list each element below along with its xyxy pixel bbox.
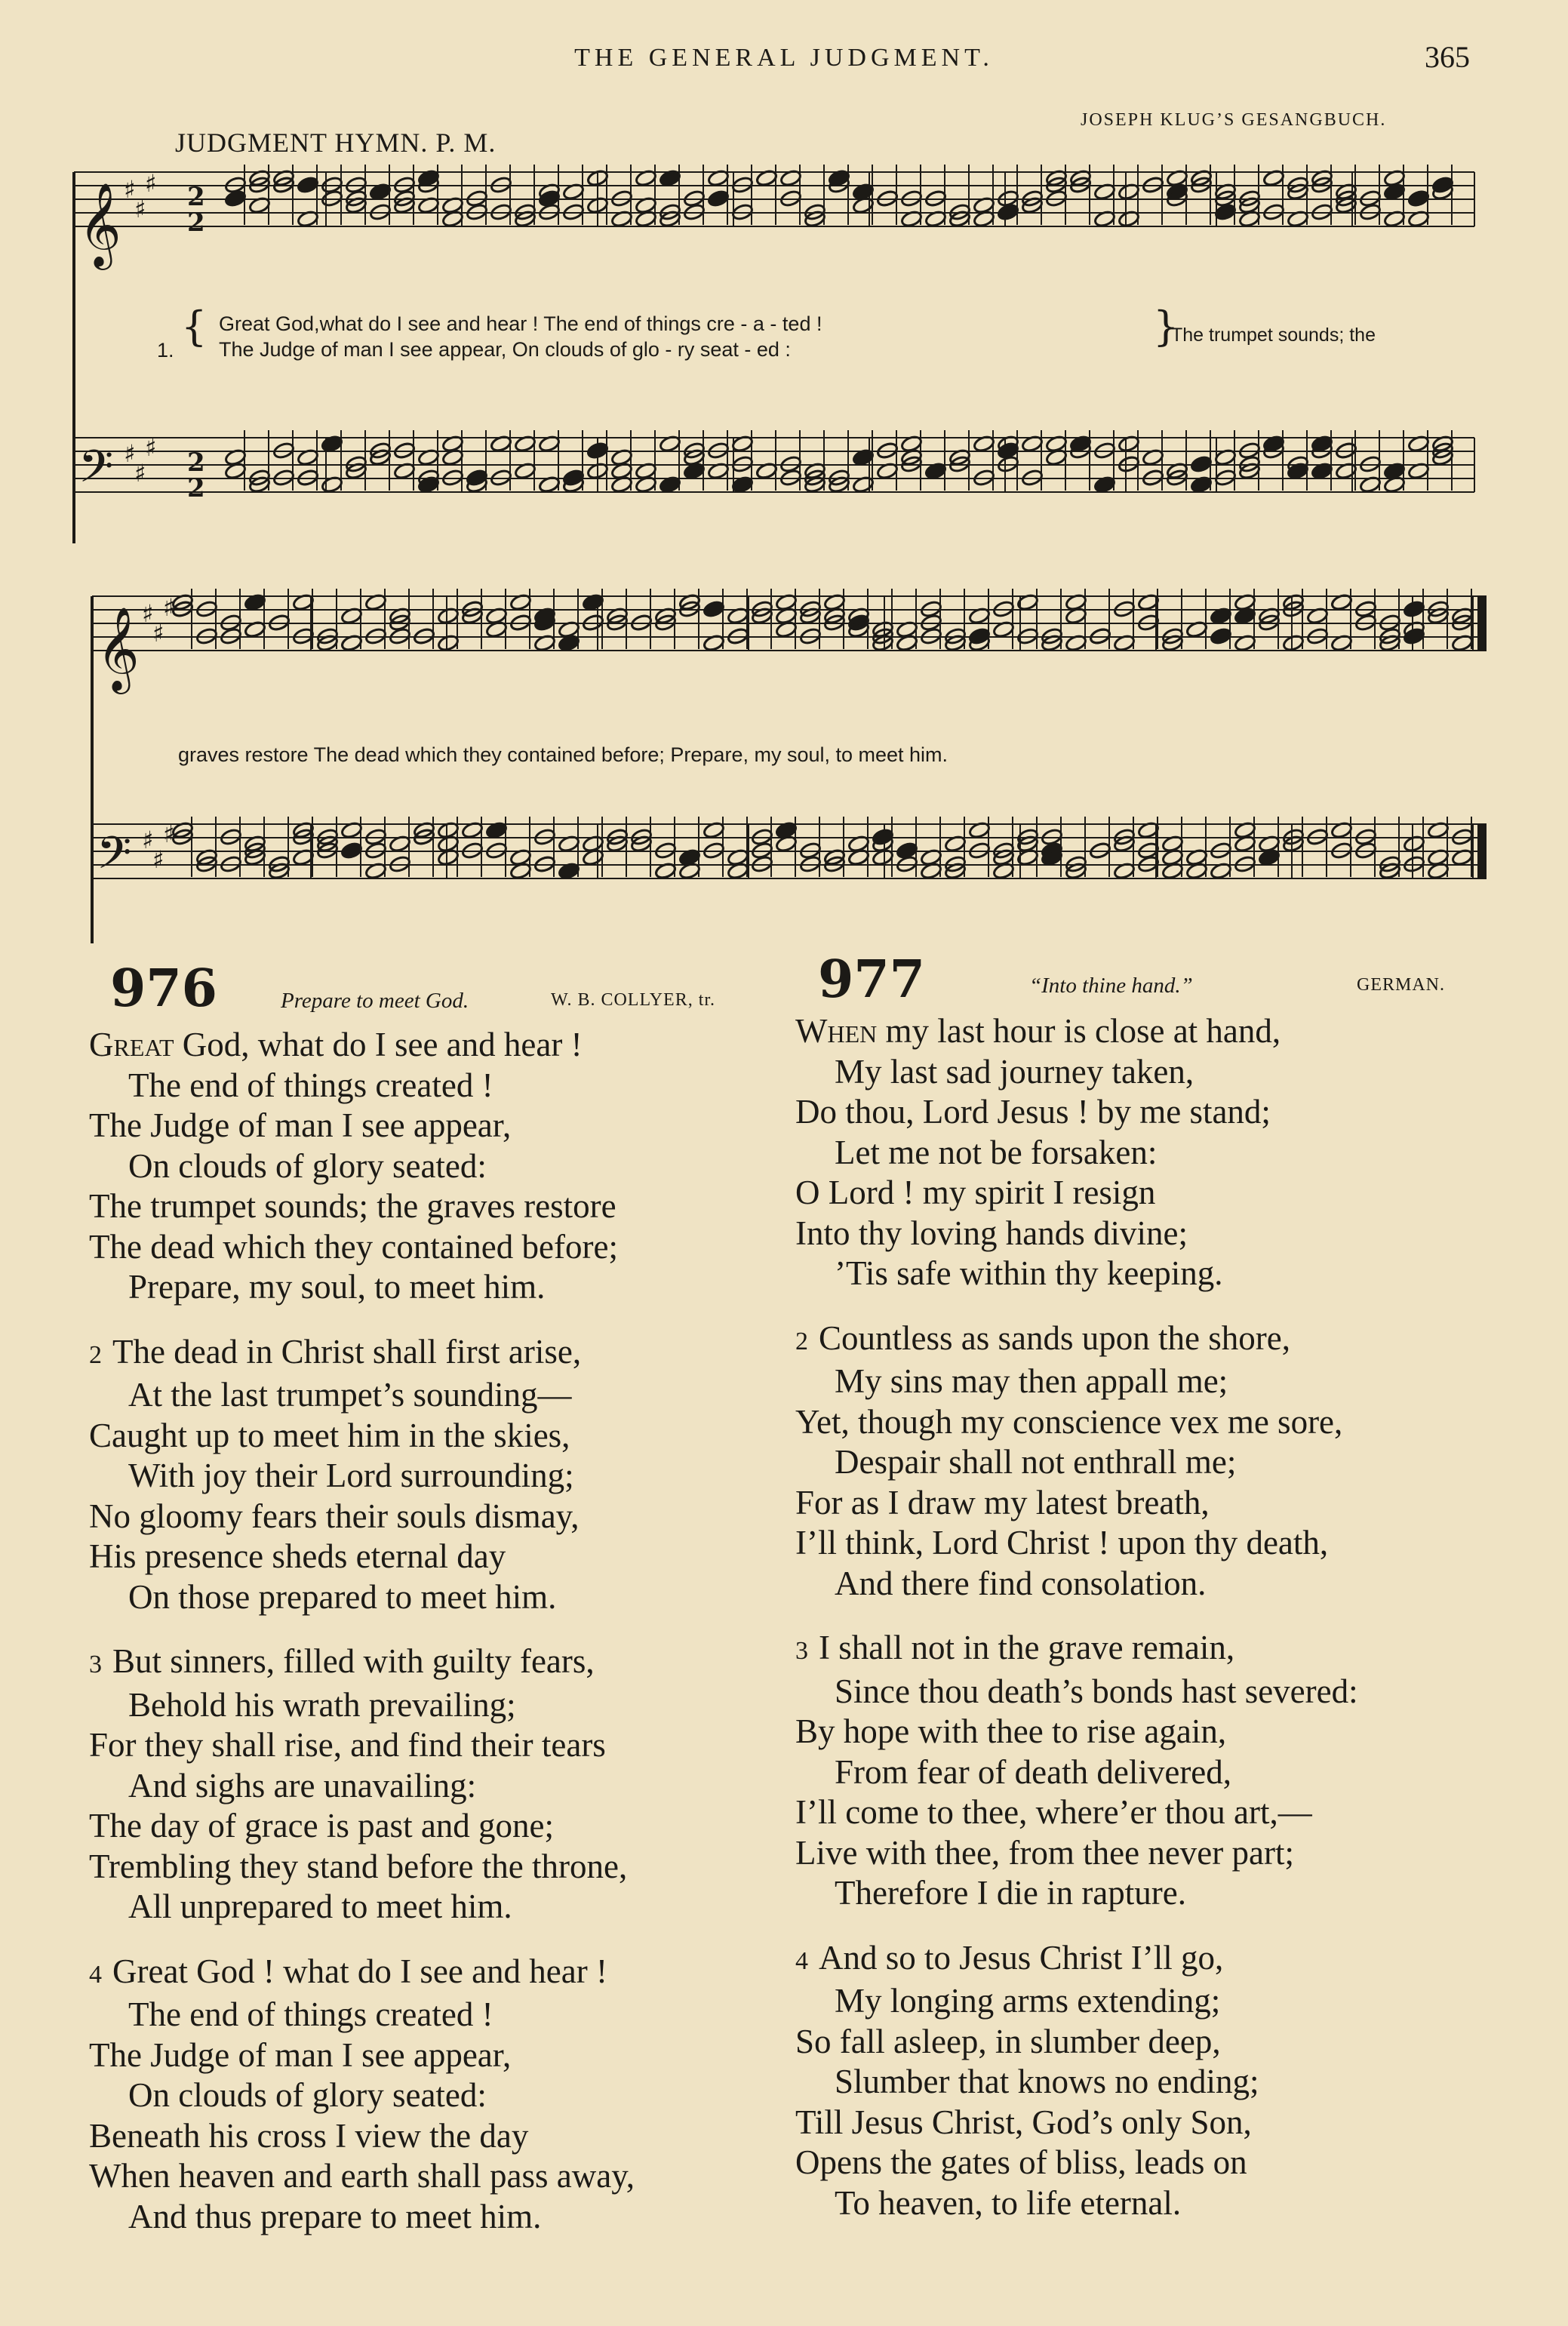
time-signature: 2 [187,473,205,503]
verse-line: Since thou death’s bonds hast severed: [835,1672,1358,1710]
hymn-title: Prepare to meet God. [281,989,469,1013]
stanza-number: 3 [795,1637,808,1665]
key-signature-sharp: ♯ [152,619,164,648]
key-signature-sharp: ♯ [163,593,175,622]
stanza-4 [89,1952,635,2238]
verse-line: Trembling they stand before the throne, [89,1847,628,1885]
verse-line: The day of grace is past and gone; [89,1807,555,1844]
final-bar-line [1477,824,1487,878]
verse-line: Caught up to meet him in the skies, [89,1416,570,1454]
key-signature-sharp: ♯ [134,195,146,223]
key-signature-sharp: ♯ [124,439,136,468]
note-head [1407,189,1430,208]
stanza-number: 2 [89,1340,102,1369]
time-signature: 2 [187,448,205,478]
verse-line: His presence sheds eternal day [89,1537,506,1575]
verse-line: With joy their Lord surrounding; [128,1457,574,1494]
note-head [297,176,319,195]
verse-line: The trumpet sounds; the graves restore [89,1187,616,1225]
verse-line: And so to Jesus Christ I’ll go, [819,1938,1224,1977]
verse-line: At the last trumpet’s sounding— [128,1376,572,1414]
verse-line: Into thy loving hands divine; [795,1214,1188,1252]
stanza-1 [795,1011,1358,1294]
verse-line: All unprepared to meet him. [128,1888,512,1925]
verse-line: By hope with thee to rise again, [795,1712,1227,1750]
verse-line: My sins may then appall me; [835,1362,1228,1400]
verse-line: God, what do I see and hear ! [174,1026,583,1063]
hymn-author: W. B. COLLYER, tr. [551,990,716,1010]
stanza-number: 2 [795,1327,808,1355]
key-signature-sharp: ♯ [142,826,154,854]
verse-line: Prepare, my soul, to meet him. [128,1268,546,1306]
verse-line: Opens the gates of bliss, leads on [795,2143,1247,2181]
stanza-3 [795,1628,1358,1914]
bass-clef-icon: 𝄢 [97,826,132,890]
verse-line: The Judge of man I see appear, [89,1106,512,1144]
time-signature: 2 [187,182,205,212]
verse-line: Great God ! what do I see and hear ! [112,1952,607,1990]
note-head [586,442,609,460]
verse-line: And sighs are unavailing: [128,1766,477,1804]
tune-lyrics-line-1: Great God,what do I see and hear ! The end of things cre - a - ted ! [219,312,822,335]
verse-line: I’ll think, Lord Christ ! upon thy death, [795,1524,1329,1561]
treble-clef-icon: 𝄞 [78,182,121,266]
tune-verse-number: 1. [157,339,174,362]
verse-line: Therefore I die in rapture. [835,1874,1186,1912]
verse-line: O Lord ! my spirit I resign [795,1174,1156,1211]
verse-line: Till Jesus Christ, God’s only Son, [795,2103,1252,2141]
music-notation-system-2 [69,581,1503,958]
verse-line: The Judge of man I see appear, [89,2035,512,2074]
key-signature-sharp: ♯ [163,820,175,848]
page-number: 365 [1425,40,1470,74]
verse-line: Countless as sands upon the shore, [819,1318,1290,1357]
verse-line: For as I draw my latest breath, [795,1483,1210,1521]
hymn-number: 977 [818,949,925,1010]
bass-clef-icon: 𝄢 [78,440,114,503]
stanza-3 [89,1641,635,1928]
stanza-number: 4 [795,1946,808,1975]
tune-lyrics-system-2: graves restore The dead which they contained before; Prepare, my soul, to meet him. [178,743,948,766]
key-signature-sharp: ♯ [152,845,164,874]
verse-line: my last hour is close at hand, [877,1012,1281,1050]
verse-line: On clouds of glory seated: [128,2076,487,2114]
hymn-977-text [795,1011,1358,2248]
tune-title: JUDGMENT HYMN. P. M. [175,128,497,158]
verse-line: On clouds of glory seated: [128,1146,487,1185]
verse-line: For they shall rise, and find their tears [89,1726,606,1764]
key-signature-sharp: ♯ [134,459,146,488]
hymn-976-text [89,1025,635,2261]
verse-line: The end of things created ! [128,1995,493,2033]
key-signature-sharp: ♯ [142,599,154,628]
verse-line: Live with thee, from thee never part; [795,1833,1294,1872]
music-system-2 [69,581,1503,958]
tune-lyrics-line-tail: The trumpet sounds; the [1171,325,1376,346]
verse-line: The end of things created ! [128,1066,493,1104]
verse-line: I shall not in the grave remain, [819,1629,1235,1666]
verse-line: The dead in Christ shall first arise, [112,1332,582,1371]
verse-line: ’Tis safe within thy keeping. [835,1254,1223,1292]
verse-line: From fear of death delivered, [835,1752,1232,1791]
verse-line: My longing arms extending; [835,1982,1221,2020]
stanza-first-word: When [795,1012,878,1050]
note-head [340,841,363,860]
hymn-title: “Into thine hand.” [1029,974,1193,998]
verse-line: Do thou, Lord Jesus ! by me stand; [795,1093,1271,1131]
verse-line: No gloomy fears their souls dismay, [89,1497,580,1535]
stanza-2 [795,1318,1358,1605]
verse-line: So fall asleep, in slumber deep, [795,2022,1221,2060]
lyric-brace-right: } [1153,303,1179,350]
stanza-2 [89,1332,635,1618]
note-head [707,189,730,208]
verse-line: Let me not be forsaken: [835,1133,1158,1171]
key-signature-sharp: ♯ [145,169,157,198]
verse-line: Beneath his cross I view the day [89,2116,529,2155]
lyric-brace-left: { [181,303,208,350]
hymn-author: GERMAN. [1357,975,1446,995]
tune-lyrics-line-2: The Judge of man I see appear, On clouds of glo - ry seat - ed : [219,338,791,361]
verse-line: I’ll come to thee, where’er thou art,— [795,1793,1312,1831]
verse-line: Behold his wrath prevailing; [128,1685,516,1724]
hymn-number: 976 [110,958,217,1019]
stanza-number: 4 [89,1960,102,1989]
verse-line: But sinners, filled with guilty fears, [112,1642,595,1680]
verse-line: Yet, though my conscience vex me sore, [795,1402,1343,1441]
stanza-4 [795,1938,1358,2224]
verse-line: My last sad journey taken, [835,1052,1194,1091]
verse-line: And there find consolation. [835,1564,1207,1602]
key-signature-sharp: ♯ [124,175,136,204]
note-head [1190,455,1213,474]
note-head [997,203,1019,222]
stanza-1 [89,1025,635,1308]
note-head [1210,627,1232,646]
tune-source: JOSEPH KLUG’S GESANGBUCH. [1081,110,1387,130]
verse-line: Slumber that knows no ending; [835,2063,1259,2100]
note-head [703,600,725,619]
verse-line: To heaven, to life eternal. [835,2183,1182,2222]
verse-line: Despair shall not enthrall me; [835,1443,1237,1481]
stanza-first-word: Great [89,1026,174,1063]
note-head [1403,600,1425,619]
treble-clef-icon: 𝄞 [97,606,140,691]
verse-line: The dead which they contained before; [89,1227,618,1266]
key-signature-sharp: ♯ [145,433,157,462]
verse-line: And thus prepare to meet him. [128,2197,542,2235]
time-signature: 2 [187,208,205,238]
stanza-number: 3 [89,1651,102,1678]
running-title: THE GENERAL JUDGMENT. [574,44,994,72]
verse-line: On those prepared to meet him. [128,1577,557,1616]
final-bar-line [1477,596,1487,651]
verse-line: When heaven and earth shall pass away, [89,2157,635,2195]
